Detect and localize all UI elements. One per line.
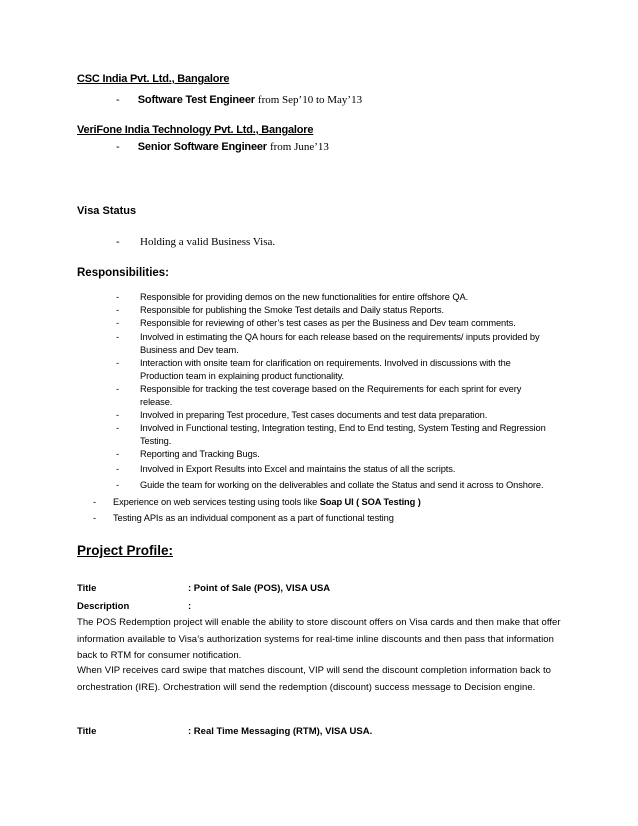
description-line: When VIP receives card swipe that matches discount, VIP will send the discount completion information back to bbox=[77, 665, 552, 676]
role-dates-2: from June’13 bbox=[269, 141, 329, 153]
responsibility-line: Responsible for providing demos on the new functionalities for entire offshore QA. bbox=[140, 292, 469, 302]
role-dash: - bbox=[116, 94, 120, 106]
role-title-1: Software Test Engineer bbox=[137, 94, 255, 106]
soap-ui-text: Experience on web services testing using tools like bbox=[113, 497, 320, 507]
title-label-1: Title bbox=[77, 583, 97, 594]
company-name-2: VeriFone India Technology Pvt. Ltd., Bangalore bbox=[77, 124, 314, 136]
visa-dash: - bbox=[116, 236, 120, 248]
bullet-dash: - bbox=[116, 358, 119, 368]
description-colon: : bbox=[188, 601, 192, 612]
api-testing-line: Testing APIs as an individual component as a part of functional testing bbox=[113, 513, 394, 523]
responsibility-line: Responsible for reviewing of other’s test cases as per the Business and Dev team comments. bbox=[140, 318, 516, 328]
description-line: orchestration (IRE). Orchestration will send the redemption (discount) success message to Decision engine. bbox=[77, 682, 536, 693]
responsibility-line: Involved in preparing Test procedure, Test cases documents and test data preparation. bbox=[140, 410, 488, 420]
visa-item: Holding a valid Business Visa. bbox=[140, 236, 276, 248]
project-title-2: : Real Time Messaging (RTM), VISA USA. bbox=[188, 726, 373, 737]
soap-ui-bold: Soap UI ( SOA Testing ) bbox=[319, 497, 421, 507]
bullet-dash: - bbox=[116, 292, 119, 302]
role-dash: - bbox=[116, 141, 120, 153]
responsibility-line: Responsible for tracking the test coverage based on the Requirements for each sprint for every bbox=[140, 384, 522, 394]
responsibility-line: Testing. bbox=[140, 436, 172, 446]
responsibility-line: Production team in explaining product functionality. bbox=[140, 371, 344, 381]
bullet-dash: - bbox=[116, 305, 119, 315]
role-2 bbox=[116, 141, 329, 153]
responsibility-line: Interaction with onsite team for clarification on requirements. Involved in discussions with the bbox=[140, 358, 511, 368]
visa-heading: Visa Status bbox=[77, 205, 137, 217]
role-dates-1: from Sep’10 to May’13 bbox=[257, 94, 363, 106]
bullet-dash: - bbox=[116, 410, 119, 420]
company-name-1: CSC India Pvt. Ltd., Bangalore bbox=[77, 73, 230, 85]
title-label-2: Title bbox=[77, 726, 97, 737]
description-line: information available to Visa’s authorization systems for real-time inline discounts and then pass that information bbox=[77, 634, 554, 645]
role-title-2: Senior Software Engineer bbox=[137, 141, 267, 153]
bullet-dash: - bbox=[93, 513, 96, 523]
responsibility-line: Involved in estimating the QA hours for each release based on the requirements/ inputs provided by bbox=[140, 332, 540, 342]
responsibility-line: Reporting and Tracking Bugs. bbox=[140, 449, 260, 459]
description-label: Description bbox=[77, 601, 130, 612]
description-line: back to RTM for consumer notification. bbox=[77, 650, 242, 661]
bullet-dash: - bbox=[116, 480, 119, 490]
role-1 bbox=[116, 94, 362, 106]
responsibility-line: release. bbox=[140, 397, 173, 407]
description-line: The POS Redemption project will enable the ability to store discount offers on Visa cards and then make that offer bbox=[77, 617, 561, 628]
bullet-dash: - bbox=[116, 423, 119, 433]
bullet-dash: - bbox=[116, 332, 119, 342]
project-profile-heading: Project Profile: bbox=[77, 543, 174, 558]
bullet-dash: - bbox=[116, 384, 119, 394]
responsibilities-heading: Responsibilities: bbox=[77, 267, 170, 279]
bullet-dash: - bbox=[116, 318, 119, 328]
responsibility-line: Guide the team for working on the deliverables and collate the Status and send it across to Onshore. bbox=[140, 480, 544, 490]
responsibility-line: Involved in Export Results into Excel and maintains the status of all the scripts. bbox=[140, 464, 456, 474]
bullet-dash: - bbox=[93, 497, 96, 507]
responsibility-line: Involved in Functional testing, Integration testing, End to End testing, System Testing and Regression bbox=[140, 423, 546, 433]
responsibility-line: Business and Dev team. bbox=[140, 345, 239, 355]
soap-ui-line bbox=[113, 497, 421, 507]
bullet-dash: - bbox=[116, 449, 119, 459]
responsibility-line: Responsible for publishing the Smoke Test details and Daily status Reports. bbox=[140, 305, 444, 315]
project-title-1: : Point of Sale (POS), VISA USA bbox=[188, 583, 331, 594]
bullet-dash: - bbox=[116, 464, 119, 474]
